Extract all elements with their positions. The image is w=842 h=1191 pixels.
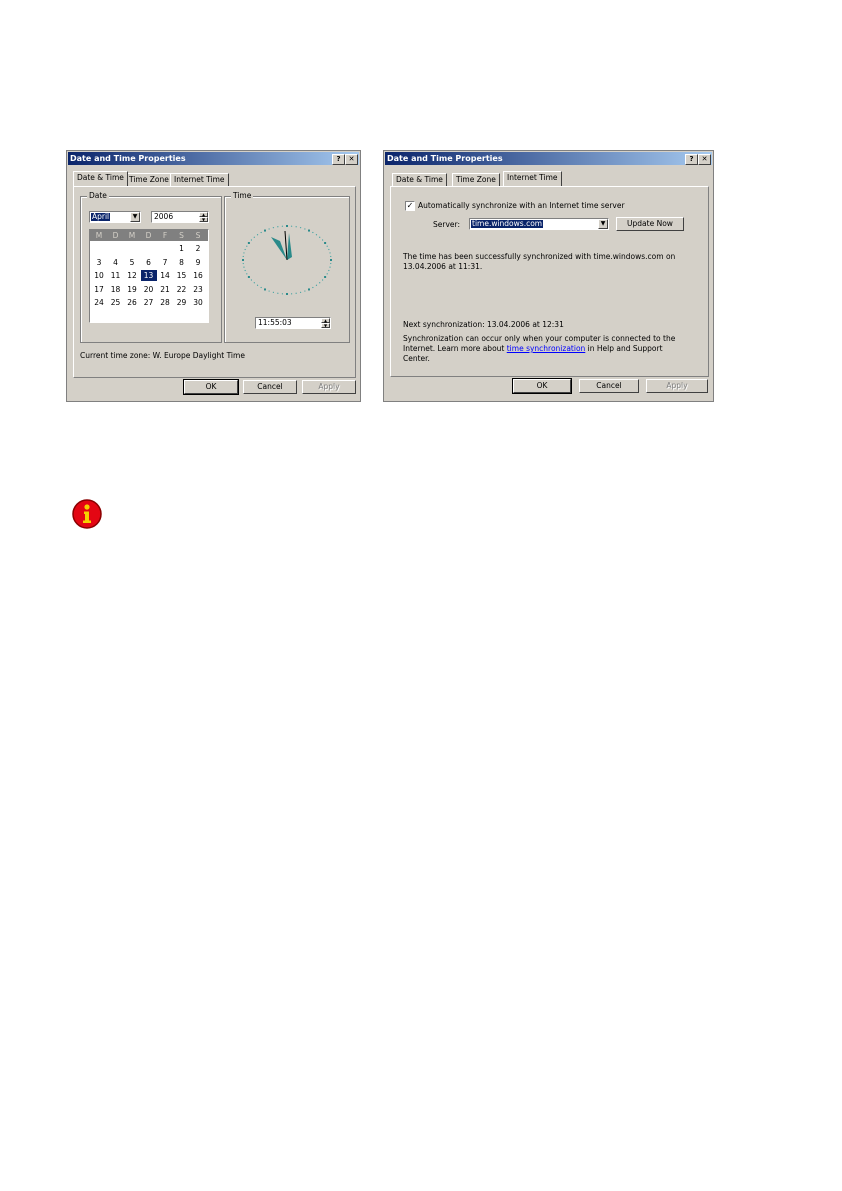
clock-minute-mark <box>257 285 258 286</box>
date-time-dialog-left <box>66 150 361 402</box>
clock-minute-mark <box>254 237 255 238</box>
clock-minute-mark <box>282 293 283 294</box>
calendar-day[interactable]: 29 <box>176 298 187 307</box>
auto-sync-checkbox[interactable]: ✓ <box>406 201 414 210</box>
weekday-header-cell: M <box>95 231 103 240</box>
status-line-1: The time has been successfully synchronized with time.windows.com on <box>403 252 676 261</box>
date-group <box>80 191 222 343</box>
time-spinner[interactable] <box>255 317 331 329</box>
clock-minute-mark <box>316 234 317 235</box>
clock-minute-mark <box>257 234 258 235</box>
note-line-3: Center. <box>403 354 430 363</box>
calendar-day[interactable]: 27 <box>143 298 154 307</box>
time-value: 11:55:03 <box>258 318 292 327</box>
status-line-2: 13.04.2006 at 11:31. <box>403 262 483 271</box>
calendar-day[interactable]: 3 <box>96 257 102 267</box>
tab-time-zone[interactable]: Time Zone <box>125 173 173 186</box>
weekday-header-cell: S <box>195 231 201 240</box>
calendar-day[interactable]: 20 <box>143 284 154 294</box>
clock-minute-mark <box>300 227 301 228</box>
clock-hour-mark <box>248 242 250 244</box>
calendar-day[interactable]: 6 <box>146 257 151 267</box>
calendar-day[interactable]: 1 <box>179 244 184 253</box>
calendar-day[interactable]: 10 <box>94 271 104 280</box>
year-value: 2006 <box>154 212 174 221</box>
weekday-header-cell: D <box>145 231 152 240</box>
clock-minute-mark <box>296 226 297 227</box>
clock-hour-mark <box>264 288 266 290</box>
hour-hand <box>271 237 287 260</box>
dialog-title: Date and Time Properties <box>70 154 186 163</box>
clock-hour-mark <box>264 230 266 232</box>
clock-minute-mark <box>327 246 328 247</box>
clock-minute-mark <box>330 256 331 257</box>
tab-date-time[interactable]: Date & Time <box>73 171 128 186</box>
chevron-down-icon[interactable]: ▼ <box>130 212 140 222</box>
cancel-button[interactable]: Cancel <box>243 380 297 394</box>
spin-up-icon[interactable]: ▲ <box>321 318 330 323</box>
close-button[interactable]: ✕ <box>698 154 711 165</box>
weekday-header-cell: F <box>162 231 168 240</box>
ok-button[interactable]: OK <box>184 380 238 394</box>
titlebar <box>68 152 359 165</box>
note-line-2-start: Internet. Learn more about <box>403 344 507 353</box>
calendar-day[interactable]: 17 <box>94 284 104 294</box>
calendar-day[interactable]: 26 <box>127 298 137 307</box>
tab-time-zone[interactable]: Time Zone <box>452 173 500 186</box>
clock-minute-mark <box>273 227 274 228</box>
clock-hour-mark <box>308 230 310 232</box>
calendar-day[interactable]: 19 <box>127 284 137 294</box>
clock-minute-mark <box>304 290 305 291</box>
note-line-2 <box>403 344 663 353</box>
weekday-header-cell: S <box>179 231 184 240</box>
calendar-day[interactable]: 30 <box>193 298 203 307</box>
note-line-1: Synchronization can occur only when your computer is connected to the <box>403 334 676 343</box>
time-group <box>224 191 350 343</box>
clock-minute-mark <box>319 282 320 283</box>
clock-minute-mark <box>261 232 262 233</box>
clock-minute-mark <box>277 293 278 294</box>
spin-down-icon[interactable]: ▼ <box>199 217 208 222</box>
ok-button[interactable]: OK <box>513 379 571 393</box>
calendar-day[interactable]: 24 <box>94 298 104 307</box>
help-button[interactable]: ? <box>332 154 345 165</box>
clock-minute-mark <box>243 256 244 257</box>
calendar-day[interactable]: 23 <box>193 284 203 294</box>
weekday-header-cell: D <box>112 231 119 240</box>
calendar[interactable] <box>89 229 209 323</box>
date-group-label: Date <box>89 191 107 200</box>
clock-minute-mark <box>269 228 270 229</box>
dialog-title: Date and Time Properties <box>387 154 503 163</box>
clock-minute-mark <box>329 266 330 267</box>
calendar-day[interactable]: 11 <box>110 271 121 280</box>
minute-hand <box>287 233 292 260</box>
clock-minute-mark <box>282 226 283 227</box>
tab-internet-time[interactable]: Internet Time <box>170 173 229 186</box>
weekday-header-cell: M <box>128 231 136 240</box>
calendar-day[interactable]: 12 <box>127 271 137 280</box>
clock-minute-mark <box>300 292 301 293</box>
next-sync-text: Next synchronization: 13.04.2006 at 12:31 <box>403 320 564 329</box>
apply-button[interactable]: Apply <box>646 379 708 393</box>
clock-hour-mark <box>324 242 326 244</box>
calendar-day-selected[interactable]: 13 <box>141 270 157 281</box>
clock-minute-mark <box>304 228 305 229</box>
clock-minute-mark <box>327 273 328 274</box>
tab-date-time[interactable]: Date & Time <box>392 173 447 186</box>
calendar-day[interactable]: 2 <box>195 244 201 253</box>
clock-hour-mark <box>242 259 244 261</box>
calendar-day[interactable]: 9 <box>195 257 201 267</box>
clock-minute-mark <box>330 263 331 264</box>
server-label: Server: <box>433 220 460 229</box>
note-line-2-end: in Help and Support <box>585 344 663 353</box>
clock-minute-mark <box>328 249 329 250</box>
calendar-day[interactable]: 25 <box>110 298 121 307</box>
help-button[interactable]: ? <box>685 154 698 165</box>
clock-minute-mark <box>291 226 292 227</box>
clock-minute-mark <box>243 263 244 264</box>
apply-button[interactable]: Apply <box>302 380 356 394</box>
clock-hour-mark <box>330 259 332 261</box>
server-select[interactable] <box>469 218 609 230</box>
clock-minute-mark <box>251 239 252 240</box>
titlebar <box>385 152 712 165</box>
spin-up-icon[interactable]: ▲ <box>199 212 208 217</box>
server-value: time.windows.com <box>472 219 543 228</box>
clock-minute-mark <box>277 226 278 227</box>
analog-clock <box>237 219 337 301</box>
calendar-weekday-header <box>90 230 208 241</box>
clock-minute-mark <box>329 252 330 253</box>
clock-minute-mark <box>312 287 313 288</box>
tab-internet-time[interactable]: Internet Time <box>503 171 562 186</box>
auto-sync-label: Automatically synchronize with an Internet time server <box>418 201 625 210</box>
clock-minute-mark <box>273 292 274 293</box>
calendar-day[interactable]: 16 <box>193 271 203 280</box>
tab-panel <box>390 186 709 377</box>
year-spinner[interactable] <box>151 211 209 223</box>
clock-minute-mark <box>312 232 313 233</box>
clock-minute-mark <box>316 285 317 286</box>
calendar-day[interactable]: 14 <box>160 271 170 280</box>
clock-hour-mark <box>308 288 310 290</box>
close-button[interactable]: ✕ <box>345 154 358 165</box>
calendar-day[interactable]: 4 <box>113 257 118 267</box>
clock-minute-mark <box>245 249 246 250</box>
clock-hour-mark <box>248 276 250 278</box>
calendar-day[interactable]: 5 <box>129 257 135 267</box>
calendar-day[interactable]: 8 <box>179 257 184 267</box>
clock-minute-mark <box>261 287 262 288</box>
clock-minute-mark <box>245 270 246 271</box>
time-group-label: Time <box>233 191 252 200</box>
info-icon <box>70 498 104 530</box>
clock-minute-mark <box>291 293 292 294</box>
time-sync-help-link[interactable]: time synchronization <box>506 344 586 353</box>
chevron-down-icon[interactable]: ▼ <box>598 219 608 229</box>
month-select[interactable] <box>89 211 141 223</box>
date-time-dialog-right <box>383 150 714 402</box>
clock-minute-mark <box>328 270 329 271</box>
calendar-day[interactable]: 28 <box>160 298 170 307</box>
clock-minute-mark <box>246 246 247 247</box>
current-timezone-text: Current time zone: W. Europe Daylight Time <box>80 351 245 360</box>
clock-minute-mark <box>246 273 247 274</box>
clock-hour-mark <box>286 225 288 227</box>
calendar-day[interactable]: 22 <box>176 284 187 294</box>
clock-hour-mark <box>286 293 288 295</box>
calendar-day[interactable]: 7 <box>162 257 168 267</box>
tab-panel <box>73 186 356 378</box>
clock-hour-mark <box>324 276 326 278</box>
clock-minute-mark <box>296 293 297 294</box>
clock-minute-mark <box>322 239 323 240</box>
calendar-day[interactable]: 21 <box>160 284 170 294</box>
calendar-day[interactable]: 18 <box>110 284 121 294</box>
clock-minute-mark <box>243 266 244 267</box>
clock-minute-mark <box>254 282 255 283</box>
clock-minute-mark <box>243 252 244 253</box>
clock-minute-mark <box>251 279 252 280</box>
spin-down-icon[interactable]: ▼ <box>321 323 330 328</box>
month-value: April <box>92 212 110 221</box>
update-now-button[interactable]: Update Now <box>616 217 684 231</box>
clock-minute-mark <box>319 237 320 238</box>
clock-minute-mark <box>269 290 270 291</box>
clock-minute-mark <box>322 279 323 280</box>
calendar-day[interactable]: 15 <box>176 271 187 280</box>
cancel-button[interactable]: Cancel <box>579 379 639 393</box>
